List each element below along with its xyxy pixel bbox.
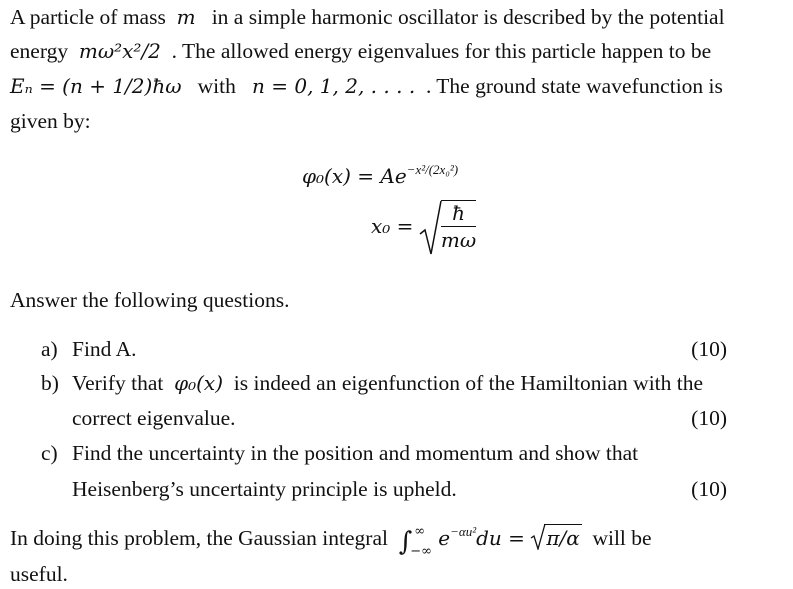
intro-text: . The allowed energy eigenvalues for this particle happen to be [171,39,712,63]
integral-limits [410,524,438,559]
intro-text: with [197,74,236,98]
question-text: correct eigenvalue. [72,406,236,430]
wavefunction-lhs: φ₀(x) = Ae [302,164,407,188]
wavefunction-exponent: −x²/(2x₀²) [406,162,459,177]
question-text-part: Verify that [72,371,164,395]
question-letter: c) [41,441,58,465]
question-points: (10) [691,406,727,430]
potential-expression: mω²x²/2 [78,39,161,63]
footer-text: In doing this problem, the Gaussian integral [10,526,388,550]
x0-fraction [441,201,476,252]
quantum-number-range: n = 0, 1, 2, . . . . [252,74,416,98]
x0-denominator: mω [440,228,477,252]
integral-upper-limit: ∞ [414,524,426,539]
sqrt-sign-icon [530,522,546,550]
sqrt-radical [419,200,476,252]
intro-text: energy [10,39,69,63]
x0-numerator: ħ [441,201,476,227]
question-text: Heisenberg’s uncertainty principle is upheld. [72,477,457,501]
questions-prompt [10,287,289,313]
question-letter: a) [41,337,58,361]
question-text [72,371,703,396]
footer-line-1 [10,524,652,559]
footer-text: useful. [10,562,68,586]
intro-line-1 [10,4,725,30]
intro-text: . The ground state wavefunction is [425,74,723,98]
wavefunction-equation [302,163,458,189]
sqrt-sign-icon [419,200,443,258]
intro-text: A particle of mass [10,5,166,29]
intro-line-2 [10,38,711,64]
integrand: e [438,526,451,550]
question-text: Find A. [72,337,137,361]
question-letter: b) [41,371,59,395]
question-text-part: is indeed an eigenfunction of the Hamiltonian with the [233,371,704,395]
x0-equation [371,200,476,252]
gaussian-result-value: π/α [546,526,580,550]
footer-line-2 [10,561,68,587]
integrand-exponent: −αu² [450,524,477,539]
intro-text: in a simple harmonic oscillator is described by the potential [211,5,725,29]
x0-lhs: x₀ = [371,214,414,238]
energy-eigenvalue-formula: Eₙ = (n + 1/2)ħω [10,74,182,98]
question-points: (10) [691,477,727,501]
question-text: Find the uncertainty in the position and momentum and show that [72,441,639,465]
intro-line-4 [10,108,91,134]
wavefunction-symbol: φ₀(x) [174,371,223,395]
integral-differential: du = [476,526,525,550]
integral-sign-icon: ∫ [398,527,413,557]
integral-lower-limit: −∞ [410,544,433,559]
intro-text: given by: [10,109,91,133]
intro-line-3 [10,73,723,99]
footer-text: will be [592,526,652,550]
mass-symbol: m [176,5,196,29]
question-points: (10) [691,337,727,361]
prompt-text: Answer the following questions. [10,288,290,312]
gaussian-result [530,524,581,551]
